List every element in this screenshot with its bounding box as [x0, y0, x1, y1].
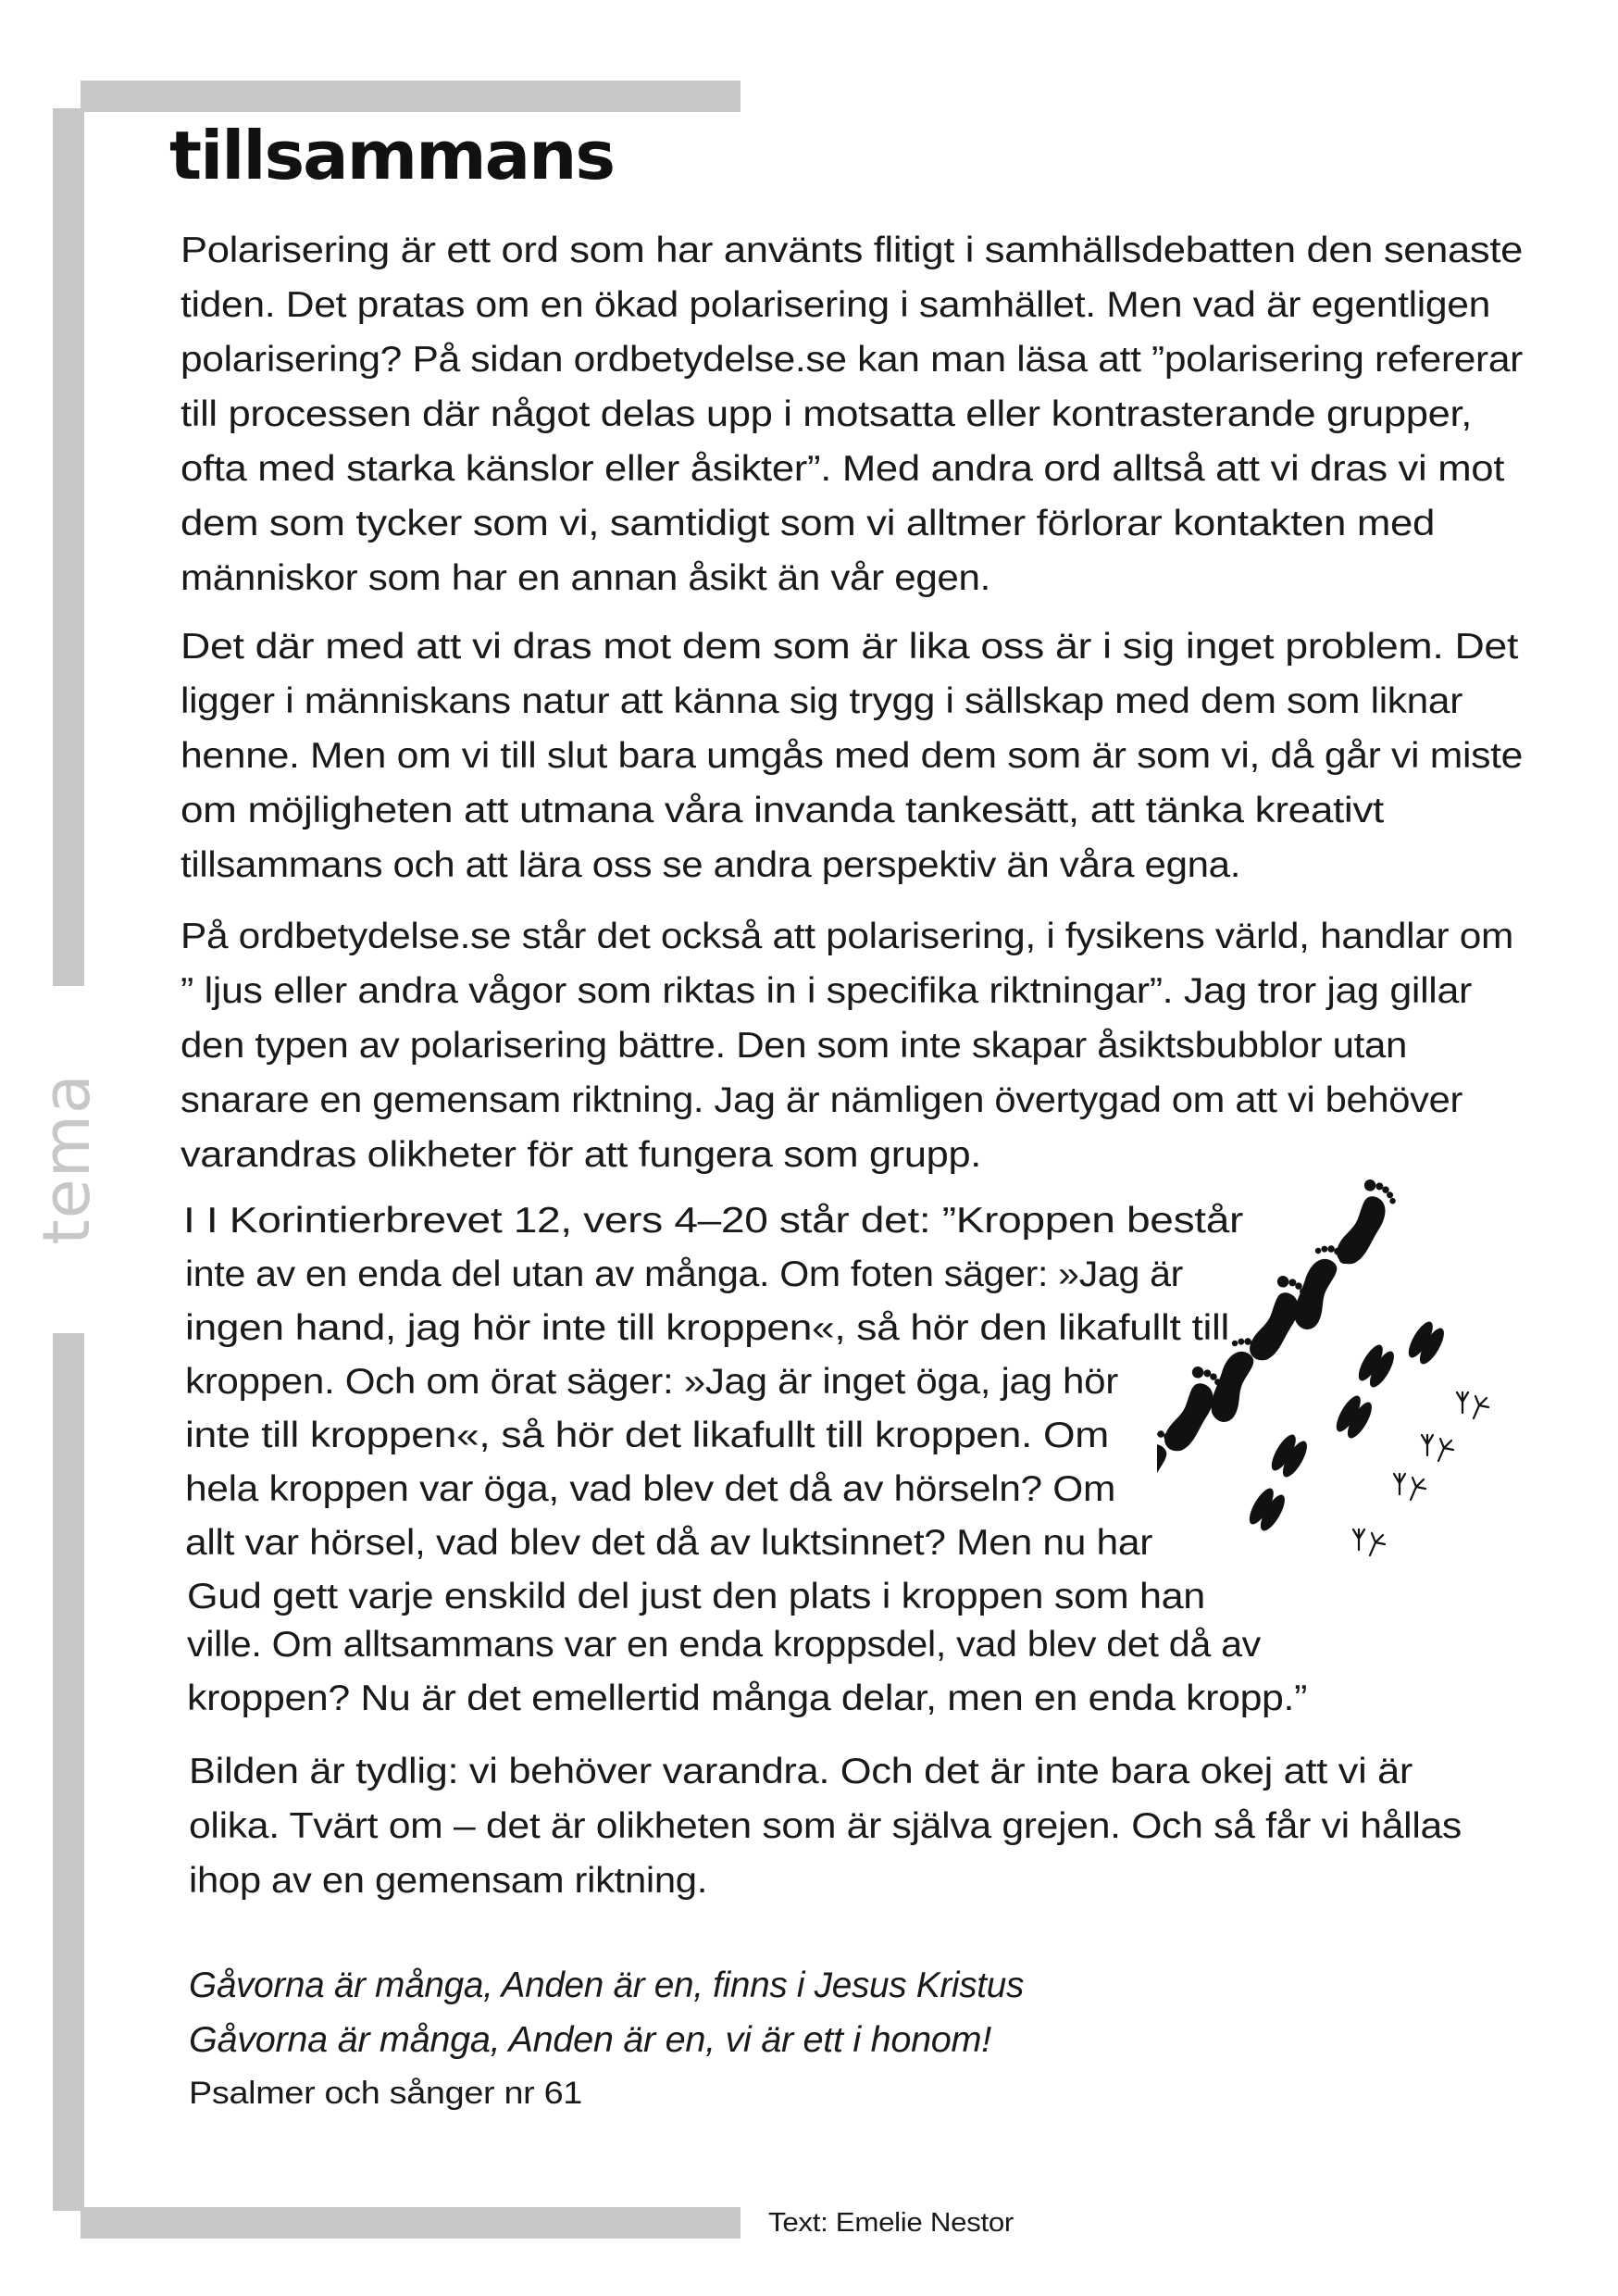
hoof-print-icon [1245, 1485, 1289, 1534]
text-line: ihop av en gemensam riktning. [189, 1861, 708, 1901]
hymn-line: Gåvorna är många, Anden är en, vi är ett i honom! [189, 2020, 991, 2060]
frame-left-bar-upper [53, 108, 84, 986]
text-line: ofta med starka känslor eller åsikter”. Med andra ord alltså att vi dras vi mot [180, 449, 1505, 489]
footprints-icon [1157, 1167, 1509, 1583]
text-line: allt var hörsel, vad blev det då av luktsinnet? Men nu har [185, 1523, 1153, 1563]
hoof-print-icon [1332, 1392, 1376, 1441]
hymn-source: Psalmer och sånger nr 61 [189, 2076, 582, 2111]
text-line: tillsammans och att lära oss se andra perspektiv än våra egna. [180, 845, 1241, 885]
bird-track-icon [1422, 1435, 1453, 1461]
text-line: olika. Tvärt om – det är olikheten som är själva grejen. Och så får vi hållas [189, 1806, 1462, 1846]
text-line: till processen där något delas upp i motsatta eller kontrasterande grupper, [180, 394, 1473, 434]
text-line: dem som tycker som vi, samtidigt som vi alltmer förlorar kontakten med [180, 504, 1435, 543]
frame-top-bar [81, 81, 741, 112]
text-line: den typen av polarisering bättre. Den som inte skapar åsiktsbubblor utan [180, 1026, 1408, 1066]
text-line: Polarisering är ett ord som har använts flitigt i samhällsdebatten den senaste [180, 231, 1523, 270]
bird-track-icon [1457, 1392, 1488, 1418]
text-line: På ordbetydelse.se står det också att polarisering, i fysikens värld, handlar om [180, 917, 1513, 956]
hymn-line: Gåvorna är många, Anden är en, finns i Jesus Kristus [189, 1965, 1025, 2005]
hoof-print-icon [1404, 1318, 1449, 1367]
text-line: om möjligheten att utmana våra invanda tankesätt, att tänka kreativt [180, 791, 1384, 830]
text-line: kroppen. Och om örat säger: »Jag är inget öga, jag hör [185, 1362, 1118, 1402]
page-title: tillsammans [169, 117, 615, 194]
text-line: ville. Om alltsammans var en enda kroppsdel, vad blev det då av [187, 1625, 1261, 1665]
section-label-text: tema [29, 1073, 106, 1245]
text-line: polarisering? På sidan ordbetydelse.se kan man läsa att ”polarisering refererar [180, 340, 1523, 380]
hoof-print-icon [1354, 1341, 1399, 1391]
bird-tracks [1353, 1392, 1488, 1555]
text-line: I I Korintierbrevet 12, vers 4–20 står det: ”Kroppen består [183, 1201, 1244, 1241]
hoof-print-icon [1267, 1431, 1312, 1480]
frame-left-bar-lower [53, 1333, 84, 2211]
text-line: snarare en gemensam riktning. Jag är nämligen övertygad om att vi behöver [180, 1080, 1463, 1120]
bird-track-icon [1353, 1529, 1385, 1555]
author-credit: Text: Emelie Nestor [768, 2208, 1014, 2238]
text-line: Bilden är tydlig: vi behöver varandra. Och det är inte bara okej att vi är [189, 1752, 1413, 1791]
section-label [29, 1073, 106, 1245]
text-line: människor som har en annan åsikt än vår egen. [180, 558, 991, 598]
bird-track-icon [1394, 1474, 1425, 1500]
text-line: ingen hand, jag hör inte till kroppen«, så hör den likafullt till [185, 1308, 1229, 1348]
text-line: kroppen? Nu är det emellertid många delar, men en enda kropp.” [187, 1678, 1308, 1718]
text-line: inte till kroppen«, så hör det likafullt till kroppen. Om [185, 1416, 1109, 1455]
text-line: ” ljus eller andra vågor som riktas in i specifika riktningar”. Jag tror jag gillar [180, 971, 1473, 1011]
text-line: tiden. Det pratas om en ökad polarisering i samhället. Men vad är egentligen [180, 285, 1491, 325]
text-line: henne. Men om vi till slut bara umgås med dem som är som vi, då går vi miste [180, 736, 1524, 776]
text-line: Det där med att vi dras mot dem som är lika oss är i sig inget problem. Det [180, 627, 1519, 667]
text-line: ligger i människans natur att känna sig trygg i sällskap med dem som liknar [180, 681, 1462, 721]
text-line: Gud gett varje enskild del just den plats i kroppen som han [187, 1577, 1205, 1616]
text-line: hela kroppen var öga, vad blev det då av hörseln? Om [185, 1469, 1116, 1509]
frame-bottom-bar [81, 2207, 741, 2239]
text-line: varandras olikheter för att fungera som grupp. [180, 1135, 981, 1175]
text-line: inte av en enda del utan av många. Om foten säger: »Jag är [185, 1254, 1183, 1294]
